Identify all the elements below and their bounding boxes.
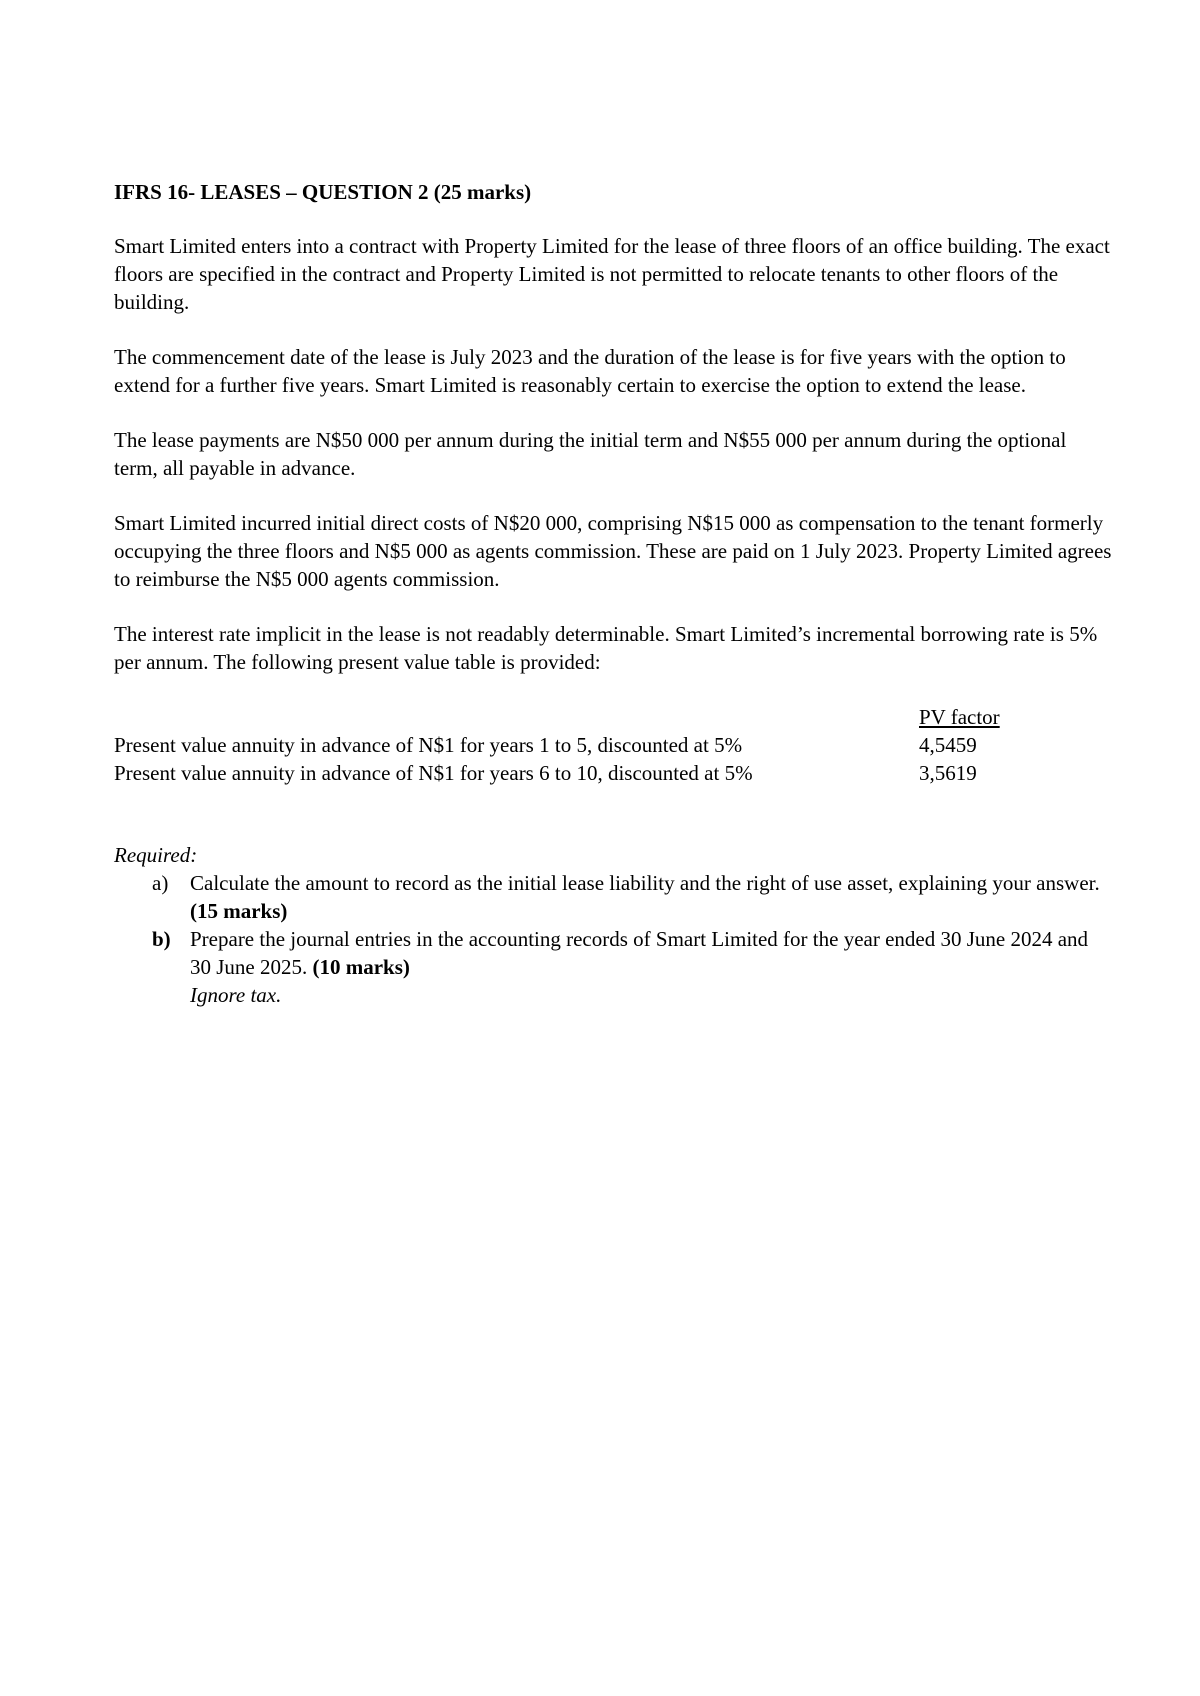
required-section — [114, 841, 1114, 1009]
required-item-a — [114, 869, 1114, 925]
pv-table-header: PV factor — [919, 705, 1000, 729]
document-page — [114, 178, 1114, 1009]
pv-row-description: Present value annuity in advance of N$1 for years 6 to 10, discounted at 5% — [114, 761, 753, 785]
question-heading: IFRS 16- LEASES – QUESTION 2 (25 marks) — [114, 180, 532, 204]
pv-row-value: 4,5459 — [919, 733, 977, 757]
required-item-note: Ignore tax. — [190, 983, 282, 1007]
pv-row-value: 3,5619 — [919, 761, 977, 785]
paragraph-commencement: The commencement date of the lease is July 2023 and the duration of the lease is for five years with the option to extend for a further five years. Smart Limited is reasonably certain to exercise the option to extend the lease. — [114, 345, 1066, 397]
pv-table-row — [114, 731, 1114, 759]
required-list — [114, 869, 1114, 1009]
paragraph-payments: The lease payments are N$50 000 per annum during the initial term and N$55 000 per annum during the optional term, all payable in advance. — [114, 428, 1067, 480]
pv-table — [114, 703, 1114, 793]
required-label: Required: — [114, 843, 198, 867]
required-item-marks: (10 marks) — [312, 955, 410, 979]
required-item-b — [114, 925, 1114, 1009]
required-item-marker: a) — [152, 871, 169, 895]
paragraph-interest-rate: The interest rate implicit in the lease is not readably determinable. Smart Limited’s incremental borrowing rate is 5% per annum. The following present value table is provided: — [114, 622, 1098, 674]
pv-row-description: Present value annuity in advance of N$1 for years 1 to 5, discounted at 5% — [114, 733, 743, 757]
paragraph-contract: Smart Limited enters into a contract with Property Limited for the lease of three floors of an office building. The exact floors are specified in the contract and Property Limited is not permitted to relocate tenants to other floors of the building. — [114, 234, 1110, 314]
paragraph-direct-costs: Smart Limited incurred initial direct costs of N$20 000, comprising N$15 000 as compensation to the tenant formerly occupying the three floors and N$5 000 as agents commission. These are paid on 1 July 2023. Property Limited agrees to reimburse the N$5 000 agents commission. — [114, 511, 1112, 591]
required-item-text: Prepare the journal entries in the accounting records of Smart Limited for the year ended 30 June 2024 and 30 June 2025. — [190, 927, 1089, 979]
required-item-marks: (15 marks) — [190, 899, 288, 923]
pv-table-row — [114, 759, 1114, 787]
pv-table-header-row — [114, 703, 1114, 731]
required-item-text: Calculate the amount to record as the initial lease liability and the right of use asset, explaining your answer. — [190, 871, 1100, 895]
required-item-marker: b) — [152, 927, 171, 951]
